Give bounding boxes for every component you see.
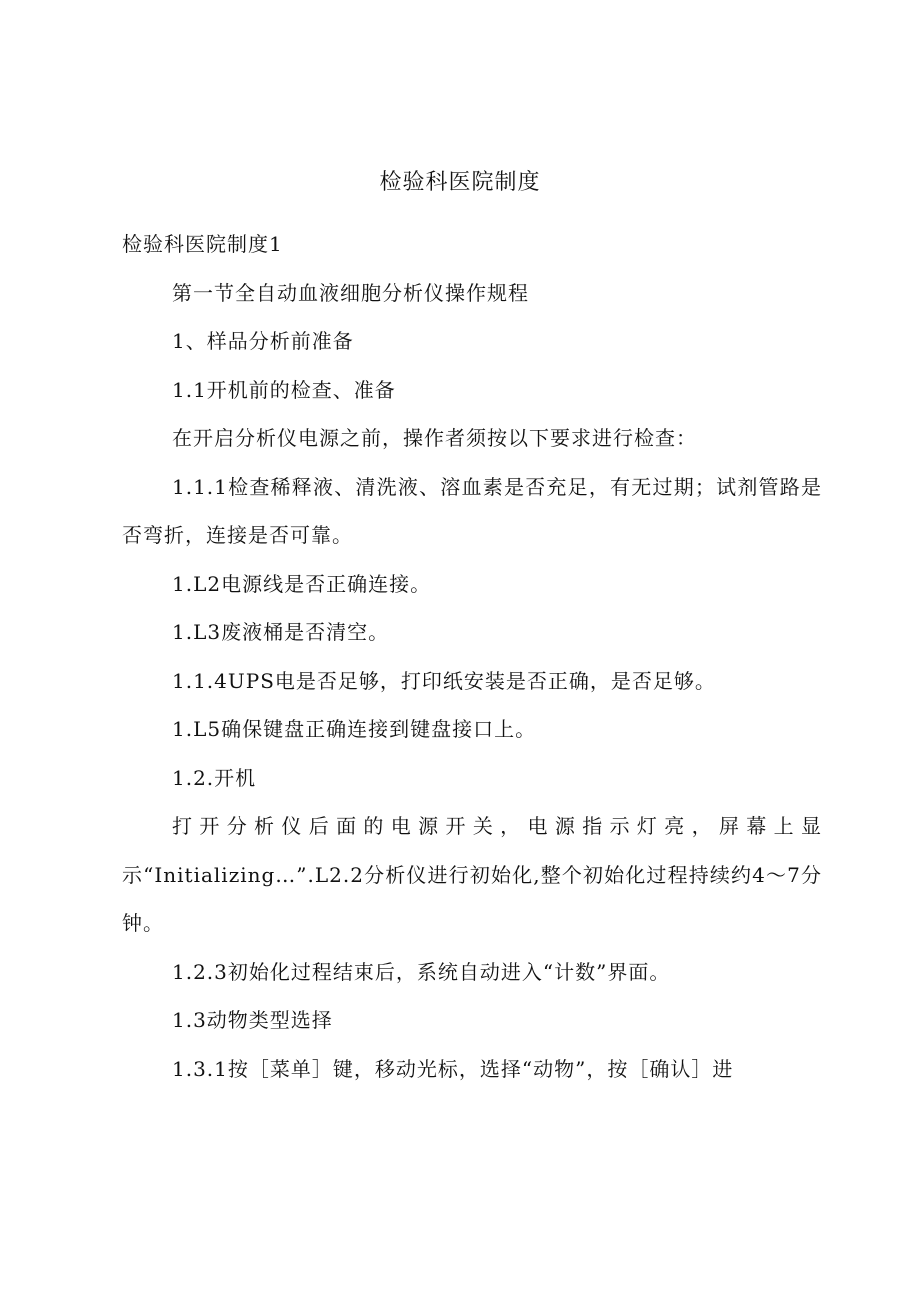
section-heading: 检验科医院制度1 — [122, 232, 283, 256]
paragraph: 在开启分析仪电源之前，操作者须按以下要求进行检查： — [172, 426, 697, 450]
document-body — [122, 220, 822, 1093]
paragraph: 1.L3废液桶是否清空。 — [172, 620, 390, 644]
paragraph: 1.1.4UPS电是否足够，打印纸安装是否正确，是否足够。 — [172, 668, 716, 693]
chapter-heading: 第一节全自动血液细胞分析仪操作规程 — [172, 280, 529, 305]
paragraph: 1.L2电源线是否正确连接。 — [172, 571, 432, 596]
paragraph: 1.L5确保键盘正确连接到键盘接口上。 — [172, 717, 537, 741]
subsection-heading: 1.3动物类型选择 — [172, 1008, 333, 1032]
subsection-heading: 1、样品分析前准备 — [172, 329, 354, 353]
subsection-heading: 1.2.开机 — [172, 765, 257, 790]
paragraph: 1.3.1按［菜单］键，移动光标，选择“动物”，按［确认］进 — [172, 1056, 734, 1081]
document-title: 检验科医院制度 — [379, 170, 541, 195]
subsection-heading: 1.1开机前的检查、准备 — [172, 377, 396, 402]
paragraph: 1.1.1检查稀释液、清洗液、溶血素是否充足，有无过期；试剂管路是否弯折，连接是否可靠。 — [122, 474, 822, 547]
paragraph: 打开分析仪后面的电源开关，电源指示灯亮，屏幕上显示“Initializing…”.L2.2分析仪进行初始化,整个初始化过程持续约4～7分钟。 — [122, 814, 822, 935]
paragraph: 1.2.3初始化过程结束后，系统自动进入“计数”界面。 — [172, 959, 671, 984]
